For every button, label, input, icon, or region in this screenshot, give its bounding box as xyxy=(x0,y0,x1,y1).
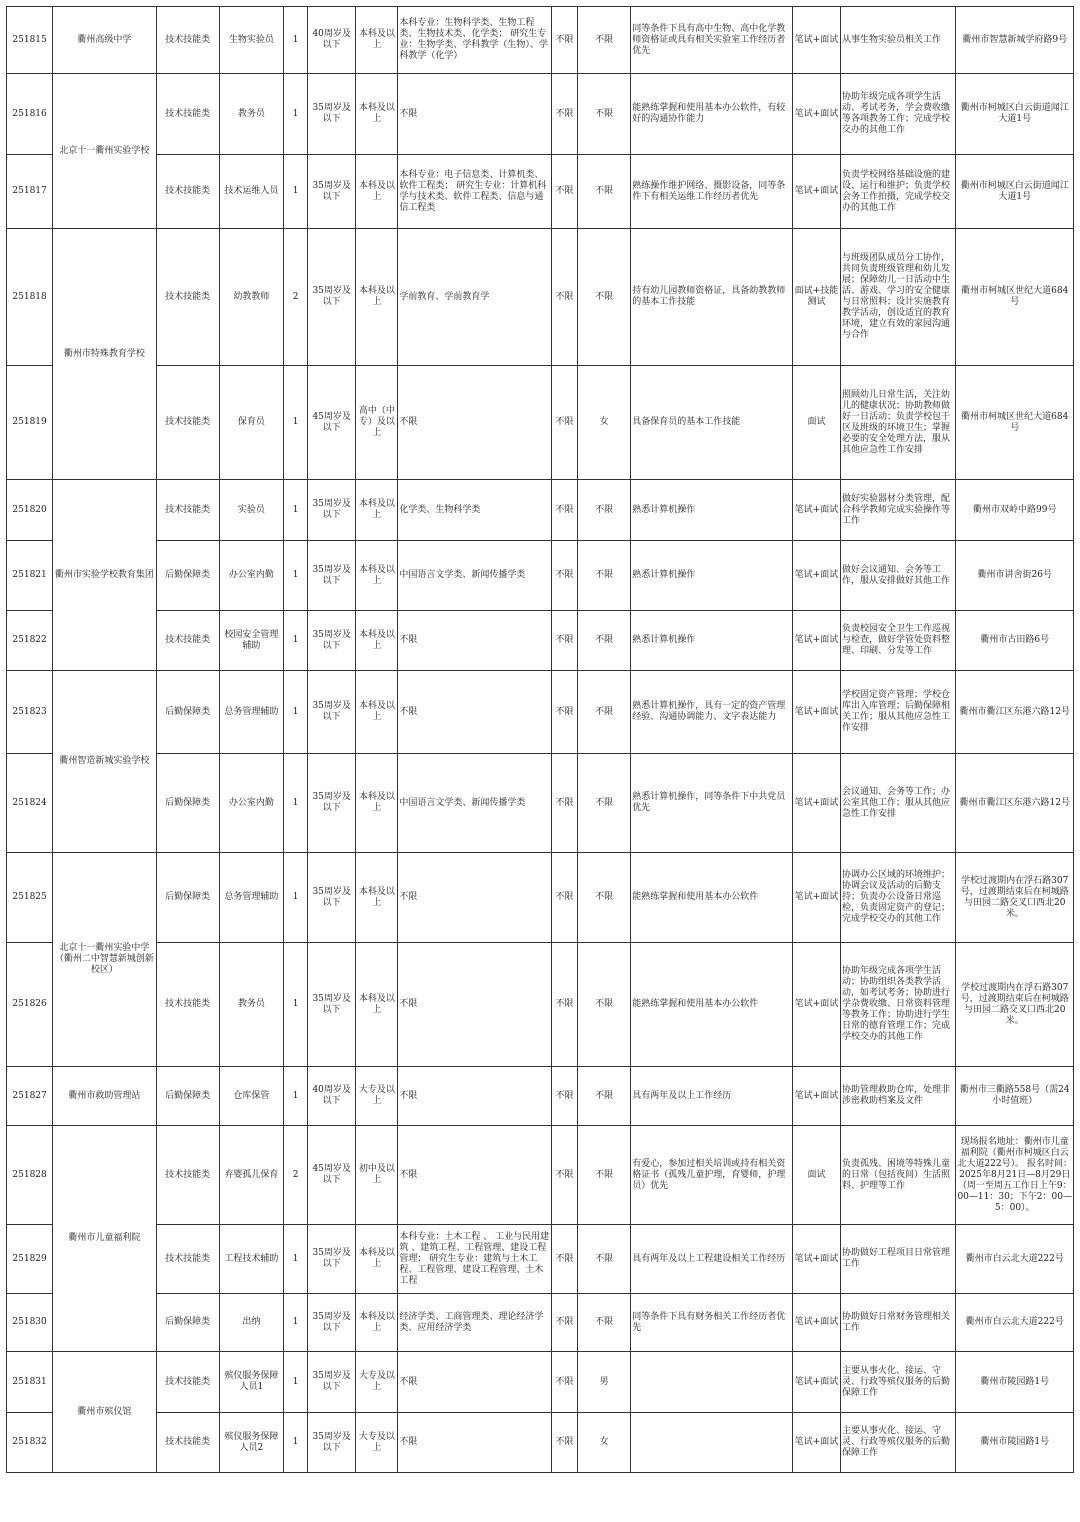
cell-num: 1 xyxy=(284,74,308,155)
cell-post: 技术运维人员 xyxy=(219,155,283,229)
cell-edu: 大专及以上 xyxy=(356,1067,398,1126)
cell-post: 殡仪服务保障人员2 xyxy=(219,1413,283,1473)
cell-id: 251832 xyxy=(7,1413,53,1473)
cell-duty: 协助做好日常财务管理相关工作 xyxy=(841,1294,956,1352)
cell-duty: 负责校园安全卫生工作巡视与检查，做好学管处资料整理、印刷、分发等工作 xyxy=(841,611,956,671)
cell-duty: 协助年级完成各项学生活动；协助组织各类教学活动，如考试考务；协助进行学杂费收缴、日常资料管理等教务工作；协助进行学生日常的德育管理工作；完成学校交办的其他工作 xyxy=(841,943,956,1067)
cell-duty: 学校固定资产管理；学校仓库出入库管理；后勤保障相关工作；服从其他应急性工作安排 xyxy=(841,671,956,754)
cell-place: 衢州市白云北大道222号 xyxy=(956,1225,1074,1294)
cell-place: 衢州市古田路6号 xyxy=(956,611,1074,671)
cell-c1: 不限 xyxy=(551,1352,577,1413)
cell-exam: 笔试+面试 xyxy=(792,611,840,671)
cell-major: 本科专业：土木工程 、 工业与民用建筑 、建筑工程、工程管理、建设工程管理； 研究生专业：建筑与土木工程、工程管理、建设工程管理、土木工程 xyxy=(398,1225,552,1294)
cell-id: 251827 xyxy=(7,1067,53,1126)
table-row xyxy=(7,229,1074,366)
cell-edu: 本科及以上 xyxy=(356,480,398,541)
cell-edu: 高中（中专）及以上 xyxy=(356,366,398,480)
cell-post: 工程技术辅助 xyxy=(219,1225,283,1294)
cell-major: 不限 xyxy=(398,1413,552,1473)
cell-id: 251829 xyxy=(7,1225,53,1294)
table-row xyxy=(7,1352,1074,1413)
cell-other: 有爱心，参加过相关培训或持有相关资格证书（孤残儿童护理，育婴师，护理员）优先 xyxy=(631,1126,793,1225)
cell-duty: 主要从事火化、接运、守灵、行政等殡仪服务的后勤保障工作 xyxy=(841,1352,956,1413)
cell-major: 不限 xyxy=(398,853,552,943)
cell-edu: 本科及以上 xyxy=(356,229,398,366)
cell-unit: 衢州市儿童福利院 xyxy=(53,1126,156,1352)
cell-c1: 不限 xyxy=(551,754,577,853)
cell-num: 1 xyxy=(284,541,308,611)
cell-age: 35周岁及以下 xyxy=(308,671,356,754)
cell-exam: 笔试+面试 xyxy=(792,1067,840,1126)
cell-c1: 不限 xyxy=(551,229,577,366)
table-row xyxy=(7,366,1074,480)
cell-edu: 本科及以上 xyxy=(356,155,398,229)
cell-id: 251830 xyxy=(7,1294,53,1352)
table-row xyxy=(7,853,1074,943)
cell-major: 不限 xyxy=(398,366,552,480)
cell-id: 251815 xyxy=(7,7,53,74)
cell-category: 技术技能类 xyxy=(156,7,219,74)
cell-unit: 衢州智造新城实验学校 xyxy=(53,671,156,853)
cell-age: 35周岁及以下 xyxy=(308,611,356,671)
cell-exam: 笔试+面试 xyxy=(792,480,840,541)
cell-age: 35周岁及以下 xyxy=(308,541,356,611)
cell-c2: 不限 xyxy=(578,480,631,541)
cell-age: 35周岁及以下 xyxy=(308,1294,356,1352)
cell-c2: 不限 xyxy=(578,611,631,671)
cell-c1: 不限 xyxy=(551,671,577,754)
recruitment-table xyxy=(6,6,1074,1473)
cell-place: 衢州市柯城区世纪大道684号 xyxy=(956,229,1074,366)
cell-age: 35周岁及以下 xyxy=(308,943,356,1067)
cell-post: 教务员 xyxy=(219,74,283,155)
cell-id: 251825 xyxy=(7,853,53,943)
table-row xyxy=(7,541,1074,611)
cell-place: 衢州市智慧新城学府路9号 xyxy=(956,7,1074,74)
cell-post: 生物实验员 xyxy=(219,7,283,74)
cell-place: 现场报名地址：衢州市儿童福利院（衢州市柯城区白云北大道222号）。 报名时间：2025年8月21日—8月29日（周一至周五工作日上午9：00—11：30；下午2：00—5：00）。 xyxy=(956,1126,1074,1225)
cell-num: 1 xyxy=(284,1413,308,1473)
table-row xyxy=(7,611,1074,671)
table-row xyxy=(7,7,1074,74)
cell-id: 251821 xyxy=(7,541,53,611)
cell-edu: 本科及以上 xyxy=(356,853,398,943)
cell-place: 衢州市陵园路1号 xyxy=(956,1352,1074,1413)
cell-other: 同等条件下具有财务相关工作经历者优先 xyxy=(631,1294,793,1352)
cell-post: 出纳 xyxy=(219,1294,283,1352)
cell-c2: 女 xyxy=(578,1413,631,1473)
cell-num: 2 xyxy=(284,229,308,366)
cell-other: 具有两年及以上工程建设相关工作经历 xyxy=(631,1225,793,1294)
cell-c1: 不限 xyxy=(551,541,577,611)
cell-category: 技术技能类 xyxy=(156,611,219,671)
cell-exam: 笔试+面试 xyxy=(792,74,840,155)
cell-c2: 不限 xyxy=(578,1225,631,1294)
cell-post: 教务员 xyxy=(219,943,283,1067)
cell-edu: 本科及以上 xyxy=(356,611,398,671)
table-row xyxy=(7,1294,1074,1352)
cell-place: 衢州市双岭中路99号 xyxy=(956,480,1074,541)
table-row xyxy=(7,671,1074,754)
cell-major: 不限 xyxy=(398,1067,552,1126)
cell-age: 35周岁及以下 xyxy=(308,74,356,155)
cell-category: 后勤保障类 xyxy=(156,541,219,611)
table-row xyxy=(7,155,1074,229)
cell-category: 技术技能类 xyxy=(156,229,219,366)
cell-num: 2 xyxy=(284,1126,308,1225)
cell-exam: 笔试+面试 xyxy=(792,671,840,754)
cell-other xyxy=(631,1352,793,1413)
cell-other: 熟悉计算机操作，同等条件下中共党员优先 xyxy=(631,754,793,853)
cell-edu: 本科及以上 xyxy=(356,943,398,1067)
cell-place: 衢州市讲舍街26号 xyxy=(956,541,1074,611)
cell-unit: 衢州市救助管理站 xyxy=(53,1067,156,1126)
cell-place: 衢州市柯城区白云街道闻江大道1号 xyxy=(956,155,1074,229)
cell-place: 衢州市三衢路558号（需24小时值班） xyxy=(956,1067,1074,1126)
table-row xyxy=(7,480,1074,541)
cell-place: 衢州市衢江区东港六路12号 xyxy=(956,754,1074,853)
cell-num: 1 xyxy=(284,611,308,671)
cell-age: 40周岁及以下 xyxy=(308,7,356,74)
cell-post: 保育员 xyxy=(219,366,283,480)
cell-unit: 衢州高级中学 xyxy=(53,7,156,74)
cell-edu: 大专及以上 xyxy=(356,1352,398,1413)
cell-duty: 协助做好工程项目日常管理工作 xyxy=(841,1225,956,1294)
cell-post: 实验员 xyxy=(219,480,283,541)
cell-place: 学校过渡期内在浮石路307号，过渡期结束后在柯城路与田园二路交叉口西北20米。 xyxy=(956,853,1074,943)
cell-c1: 不限 xyxy=(551,366,577,480)
cell-post: 办公室内勤 xyxy=(219,754,283,853)
cell-post: 校园安全管理辅助 xyxy=(219,611,283,671)
cell-unit: 衢州市殡仪馆 xyxy=(53,1352,156,1473)
cell-num: 1 xyxy=(284,853,308,943)
cell-unit: 北京十一衢州实验学校 xyxy=(53,74,156,229)
cell-c1: 不限 xyxy=(551,1294,577,1352)
cell-exam: 笔试+面试 xyxy=(792,1352,840,1413)
table-row xyxy=(7,1067,1074,1126)
cell-other: 具备保育员的基本工作技能 xyxy=(631,366,793,480)
cell-c2: 不限 xyxy=(578,1067,631,1126)
cell-duty: 负责学校网络基础设施的建设、运行和维护；负责学校会务工作拍摄，完成学校交办的其他工作 xyxy=(841,155,956,229)
cell-major: 化学类、生物科学类 xyxy=(398,480,552,541)
cell-category: 后勤保障类 xyxy=(156,853,219,943)
cell-num: 1 xyxy=(284,1225,308,1294)
cell-c2: 不限 xyxy=(578,1294,631,1352)
cell-c2: 不限 xyxy=(578,671,631,754)
cell-post: 仓库保管 xyxy=(219,1067,283,1126)
cell-post: 总务管理辅助 xyxy=(219,671,283,754)
cell-duty: 做好会议通知、会务等工作，服从安排做好其他工作 xyxy=(841,541,956,611)
cell-exam: 笔试+面试 xyxy=(792,1225,840,1294)
cell-exam: 笔试+面试 xyxy=(792,853,840,943)
cell-edu: 初中及以上 xyxy=(356,1126,398,1225)
cell-place: 衢州市柯城区世纪大道684号 xyxy=(956,366,1074,480)
cell-num: 1 xyxy=(284,7,308,74)
cell-place: 学校过渡期内在浮石路307号，过渡期结束后在柯城路与田园二路交叉口西北20米。 xyxy=(956,943,1074,1067)
cell-other: 熟悉计算机操作 xyxy=(631,611,793,671)
cell-id: 251826 xyxy=(7,943,53,1067)
cell-duty: 协调办公区域的环境维护；协调会议及活动的后勤支持；负责办公设备日常巡检，负责固定资产的登记；完成学校交办的其他工作 xyxy=(841,853,956,943)
cell-edu: 本科及以上 xyxy=(356,754,398,853)
cell-major: 不限 xyxy=(398,671,552,754)
cell-category: 后勤保障类 xyxy=(156,1067,219,1126)
cell-place: 衢州市陵园路1号 xyxy=(956,1413,1074,1473)
cell-place: 衢州市衢江区东港六路12号 xyxy=(956,671,1074,754)
cell-id: 251824 xyxy=(7,754,53,853)
cell-category: 技术技能类 xyxy=(156,480,219,541)
cell-c2: 不限 xyxy=(578,1126,631,1225)
cell-c1: 不限 xyxy=(551,943,577,1067)
cell-id: 251820 xyxy=(7,480,53,541)
cell-exam: 笔试+面试 xyxy=(792,943,840,1067)
cell-age: 35周岁及以下 xyxy=(308,1225,356,1294)
table-row xyxy=(7,754,1074,853)
cell-edu: 本科及以上 xyxy=(356,671,398,754)
cell-num: 1 xyxy=(284,366,308,480)
cell-age: 35周岁及以下 xyxy=(308,754,356,853)
cell-num: 1 xyxy=(284,754,308,853)
table-row xyxy=(7,1413,1074,1473)
cell-age: 45周岁及以下 xyxy=(308,1126,356,1225)
cell-exam: 面试 xyxy=(792,366,840,480)
cell-c1: 不限 xyxy=(551,7,577,74)
cell-category: 技术技能类 xyxy=(156,1413,219,1473)
table-body xyxy=(7,7,1074,1473)
cell-id: 251817 xyxy=(7,155,53,229)
cell-c2: 不限 xyxy=(578,74,631,155)
cell-category: 技术技能类 xyxy=(156,366,219,480)
cell-num: 1 xyxy=(284,480,308,541)
cell-exam: 笔试+面试 xyxy=(792,7,840,74)
cell-unit: 衢州市特殊教育学校 xyxy=(53,229,156,480)
cell-major: 不限 xyxy=(398,1352,552,1413)
cell-c1: 不限 xyxy=(551,480,577,541)
cell-major: 学前教育、学前教育学 xyxy=(398,229,552,366)
cell-c2: 不限 xyxy=(578,155,631,229)
cell-edu: 本科及以上 xyxy=(356,1294,398,1352)
cell-exam: 笔试+面试 xyxy=(792,541,840,611)
cell-age: 35周岁及以下 xyxy=(308,229,356,366)
cell-duty: 协助年级完成各项学生活动、考试考务，学会费收缴等各项教务工作；完成学校交办的其他工作 xyxy=(841,74,956,155)
cell-c2: 女 xyxy=(578,366,631,480)
cell-id: 251818 xyxy=(7,229,53,366)
table-row xyxy=(7,1225,1074,1294)
cell-other: 熟悉计算机操作，具有一定的资产管理经验、沟通协调能力、文字表达能力 xyxy=(631,671,793,754)
cell-c1: 不限 xyxy=(551,1067,577,1126)
cell-age: 45周岁及以下 xyxy=(308,366,356,480)
cell-id: 251831 xyxy=(7,1352,53,1413)
table-row xyxy=(7,1126,1074,1225)
cell-age: 35周岁及以下 xyxy=(308,853,356,943)
cell-major: 不限 xyxy=(398,943,552,1067)
cell-post: 办公室内勤 xyxy=(219,541,283,611)
cell-other: 能熟练掌握和使用基本办公软件 xyxy=(631,853,793,943)
cell-c1: 不限 xyxy=(551,74,577,155)
cell-id: 251823 xyxy=(7,671,53,754)
cell-age: 40周岁及以下 xyxy=(308,1067,356,1126)
cell-edu: 本科及以上 xyxy=(356,541,398,611)
cell-duty: 协助管理救助仓库，处理非涉密救助档案及文件 xyxy=(841,1067,956,1126)
cell-other: 同等条件下具有高中生物、高中化学教师资格证或具有相关实验室工作经历者优先 xyxy=(631,7,793,74)
cell-c2: 不限 xyxy=(578,754,631,853)
cell-c1: 不限 xyxy=(551,611,577,671)
cell-major: 本科专业：电子信息类、计算机类、软件工程类； 研究生专业：计算机科学与技术类、软件工程类、信息与通信工程类 xyxy=(398,155,552,229)
cell-major: 本科专业：生物科学类、生物工程类、生物技术类、化学类； 研究生专业：生物学类、学科教学（生物）、学科教学（化学） xyxy=(398,7,552,74)
cell-post: 殡仪服务保障人员1 xyxy=(219,1352,283,1413)
cell-age: 35周岁及以下 xyxy=(308,480,356,541)
cell-other: 熟练操作维护网络、摄影设备，同等条件下有相关运维工作经历者优先 xyxy=(631,155,793,229)
cell-place: 衢州市白云北大道222号 xyxy=(956,1294,1074,1352)
cell-post: 弃婴孤儿保育 xyxy=(219,1126,283,1225)
cell-other: 能熟练掌握和使用基本办公软件，有较好的沟通协作能力 xyxy=(631,74,793,155)
cell-unit: 衢州市实验学校教育集团 xyxy=(53,480,156,671)
cell-num: 1 xyxy=(284,943,308,1067)
cell-duty: 照顾幼儿日常生活，关注幼儿的健康状况；协助教师做好一日活动；负责学校包干区及班级的环境卫生；掌握必要的安全处理方法，服从其他应急性工作安排 xyxy=(841,366,956,480)
cell-exam: 笔试+面试 xyxy=(792,155,840,229)
cell-id: 251819 xyxy=(7,366,53,480)
cell-other: 具有两年及以上工作经历 xyxy=(631,1067,793,1126)
cell-edu: 本科及以上 xyxy=(356,7,398,74)
cell-id: 251822 xyxy=(7,611,53,671)
cell-category: 后勤保障类 xyxy=(156,1294,219,1352)
cell-num: 1 xyxy=(284,155,308,229)
cell-c1: 不限 xyxy=(551,1126,577,1225)
cell-other: 持有幼儿园教师资格证，具备幼教教师的基本工作技能 xyxy=(631,229,793,366)
cell-major: 不限 xyxy=(398,1126,552,1225)
cell-place: 衢州市柯城区白云街道闻江大道1号 xyxy=(956,74,1074,155)
cell-major: 经济学类、工商管理类、理论经济学类、应用经济学类 xyxy=(398,1294,552,1352)
cell-id: 251828 xyxy=(7,1126,53,1225)
cell-c2: 不限 xyxy=(578,853,631,943)
cell-unit: 北京十一衢州实验中学（衢州二中智慧新城创新校区） xyxy=(53,853,156,1067)
cell-num: 1 xyxy=(284,1067,308,1126)
cell-num: 1 xyxy=(284,1352,308,1413)
cell-other: 能熟练掌握和使用基本办公软件 xyxy=(631,943,793,1067)
cell-edu: 本科及以上 xyxy=(356,1225,398,1294)
cell-c2: 男 xyxy=(578,1352,631,1413)
cell-major: 中国语言文学类、新闻传播学类 xyxy=(398,754,552,853)
table-row xyxy=(7,74,1074,155)
cell-exam: 面试+技能测试 xyxy=(792,229,840,366)
cell-other: 熟悉计算机操作 xyxy=(631,480,793,541)
cell-c1: 不限 xyxy=(551,1225,577,1294)
cell-duty: 做好实验器材分类管理，配合科学教师完成实验操作等工作 xyxy=(841,480,956,541)
cell-category: 技术技能类 xyxy=(156,943,219,1067)
cell-exam: 笔试+面试 xyxy=(792,754,840,853)
cell-c1: 不限 xyxy=(551,155,577,229)
cell-category: 技术技能类 xyxy=(156,1126,219,1225)
cell-c1: 不限 xyxy=(551,1413,577,1473)
cell-major: 中国语言文学类、新闻传播学类 xyxy=(398,541,552,611)
cell-exam: 面试 xyxy=(792,1126,840,1225)
cell-c1: 不限 xyxy=(551,853,577,943)
cell-exam: 笔试+面试 xyxy=(792,1294,840,1352)
cell-id: 251816 xyxy=(7,74,53,155)
cell-c2: 不限 xyxy=(578,229,631,366)
cell-duty: 与班级团队成员分工协作，共同负责班级管理和幼儿发展；保障幼儿一日活动中生活、游戏、学习的安全健康与日常照料；设计实施教育教学活动，创设适宜的教育环境，建立有效的家园沟通与合作 xyxy=(841,229,956,366)
cell-c2: 不限 xyxy=(578,7,631,74)
cell-category: 后勤保障类 xyxy=(156,754,219,853)
cell-exam: 笔试+面试 xyxy=(792,1413,840,1473)
cell-major: 不限 xyxy=(398,74,552,155)
table-row xyxy=(7,943,1074,1067)
cell-category: 后勤保障类 xyxy=(156,671,219,754)
cell-num: 1 xyxy=(284,1294,308,1352)
cell-other xyxy=(631,1413,793,1473)
cell-c2: 不限 xyxy=(578,541,631,611)
cell-num: 1 xyxy=(284,671,308,754)
cell-post: 幼教教师 xyxy=(219,229,283,366)
cell-edu: 本科及以上 xyxy=(356,74,398,155)
cell-age: 35周岁及以下 xyxy=(308,155,356,229)
cell-other: 熟悉计算机操作 xyxy=(631,541,793,611)
cell-age: 35周岁及以下 xyxy=(308,1413,356,1473)
cell-duty: 会议通知、会务等工作；办公室其他工作；服从其他应急性工作安排 xyxy=(841,754,956,853)
cell-category: 技术技能类 xyxy=(156,1225,219,1294)
cell-major: 不限 xyxy=(398,611,552,671)
cell-duty: 负责孤残、困境等特殊儿童的日常（包括夜间）生活照料、护理等工作 xyxy=(841,1126,956,1225)
cell-category: 技术技能类 xyxy=(156,1352,219,1413)
cell-c2: 不限 xyxy=(578,943,631,1067)
cell-duty: 从事生物实验员相关工作 xyxy=(841,7,956,74)
cell-post: 总务管理辅助 xyxy=(219,853,283,943)
cell-category: 技术技能类 xyxy=(156,74,219,155)
cell-duty: 主要从事火化、接运、守灵、行政等殡仪服务的后勤保障工作 xyxy=(841,1413,956,1473)
cell-category: 技术技能类 xyxy=(156,155,219,229)
cell-edu: 大专及以上 xyxy=(356,1413,398,1473)
cell-age: 35周岁及以下 xyxy=(308,1352,356,1413)
